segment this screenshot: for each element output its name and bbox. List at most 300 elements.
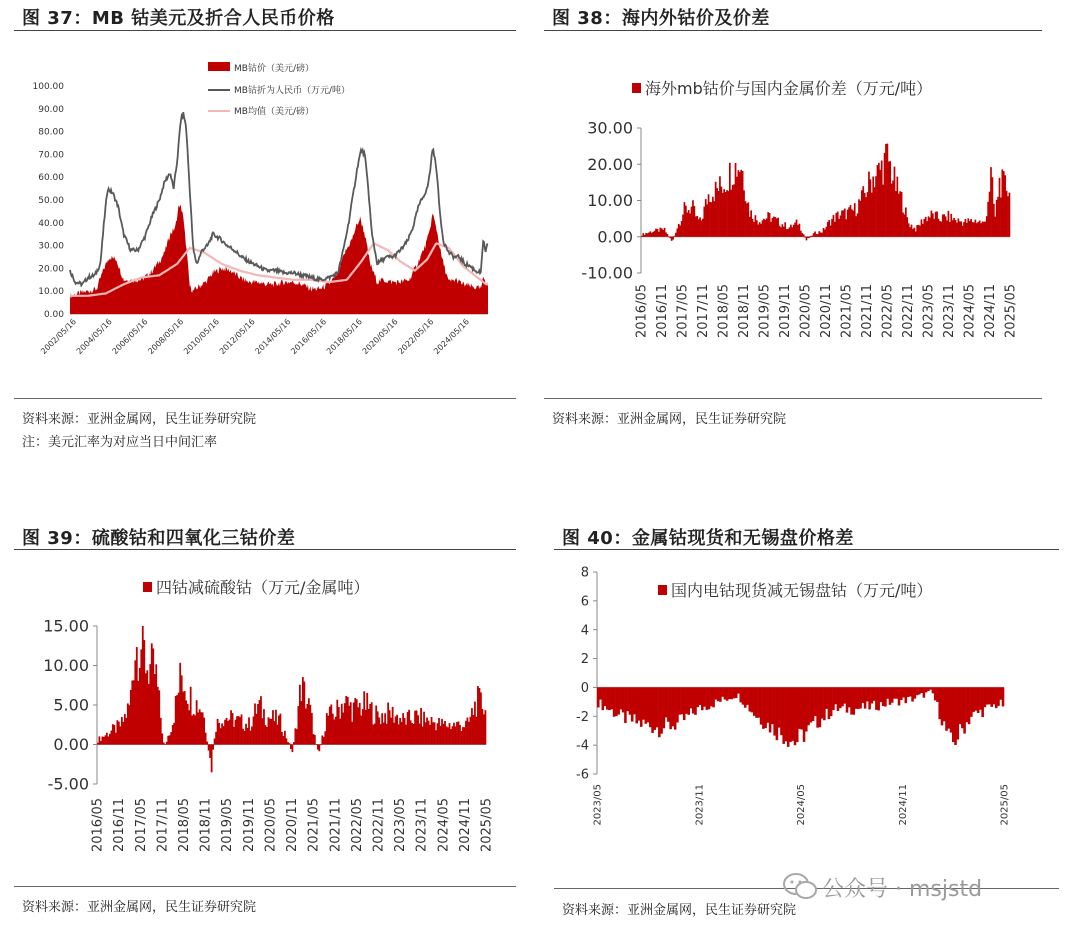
c4-bar	[907, 687, 910, 697]
c3-xtick-label: 2022/11	[371, 798, 387, 853]
panel2-title-rule	[544, 30, 1042, 31]
c4-bar	[615, 687, 618, 716]
c4-bar	[640, 687, 643, 726]
c4-bar	[696, 687, 699, 707]
c4-bar	[649, 687, 652, 727]
c4-bar	[654, 687, 657, 730]
c4-bar	[914, 687, 917, 698]
panel2-source-rule	[544, 398, 1042, 399]
chart1-xtick-label: 2012/05/16	[217, 317, 257, 357]
c4-bar	[721, 687, 724, 696]
chart1-ytick-label: 50.00	[38, 196, 64, 206]
c4-bar	[674, 687, 677, 729]
c4-bar	[699, 687, 702, 705]
c4-bar	[862, 687, 865, 703]
c2-xtick-label: 2022/11	[901, 284, 917, 339]
c4-bar	[936, 687, 939, 701]
c4-bar	[782, 687, 785, 743]
c4-ytick-label: -4	[576, 738, 589, 754]
c4-bar	[624, 687, 627, 723]
c4-bar	[954, 687, 957, 745]
c4-bar	[730, 687, 733, 699]
c4-bar	[701, 687, 704, 710]
c4-ytick-label: 2	[580, 652, 589, 668]
c4-bar	[990, 687, 993, 706]
c4-bar	[812, 687, 815, 721]
c2-ytick-label: 20.00	[587, 154, 633, 174]
panel3-source-rule	[14, 886, 516, 887]
c4-bar	[724, 687, 727, 699]
c4-bar	[715, 687, 718, 699]
chart1-xtick-label: 2018/05/16	[324, 317, 364, 357]
c4-bar	[882, 687, 885, 706]
c4-bar	[893, 687, 896, 698]
panel1-source-rule	[14, 398, 516, 399]
c2-xtick-label: 2024/05	[962, 284, 978, 339]
c2-xtick-label: 2021/05	[839, 284, 855, 339]
panel3-title-rule	[14, 549, 516, 550]
c4-bar	[997, 687, 1000, 705]
panel1-title: 图 37：MB 钴美元及折合人民币价格	[22, 8, 335, 29]
c2-ytick-label: -10.00	[581, 263, 633, 283]
chart1-ytick-label: 30.00	[38, 241, 64, 252]
c2-xtick-label: 2020/11	[819, 284, 835, 339]
c2-xtick-label: 2018/05	[716, 284, 732, 339]
c4-bar	[769, 687, 772, 732]
chart1-ytick-label: 80.00	[38, 127, 64, 138]
c3-xtick-label: 2025/05	[479, 798, 495, 853]
c4-bar	[644, 687, 647, 723]
chart3	[14, 552, 534, 872]
c3-bar	[206, 742, 208, 745]
c3-xtick-label: 2018/11	[198, 798, 214, 853]
c2-xtick-label: 2016/11	[655, 284, 671, 339]
c3-xtick-label: 2021/05	[306, 798, 322, 853]
c3-bar	[485, 710, 487, 744]
panel4-title-rule	[554, 549, 1059, 550]
c2-xtick-label: 2018/11	[737, 284, 753, 339]
c2-bar	[808, 237, 810, 238]
c2-xtick-label: 2025/05	[1003, 284, 1019, 339]
c3-ytick-label: 0.00	[53, 735, 89, 755]
c4-bar	[798, 687, 801, 728]
c4-bar	[941, 687, 944, 725]
c4-bar	[796, 687, 799, 742]
c4-bar	[771, 687, 774, 724]
c4-bar	[859, 687, 862, 708]
chart1-xtick-label: 2014/05/16	[253, 317, 293, 357]
c4-bar	[934, 687, 937, 700]
c4-bar	[984, 687, 987, 707]
c3-xtick-label: 2023/05	[393, 798, 409, 853]
c4-bar	[760, 687, 763, 724]
c4-bar	[608, 687, 611, 710]
c3-bar	[318, 745, 320, 752]
c4-bar	[853, 687, 856, 714]
c4-bar	[717, 687, 720, 701]
c3-xtick-label: 2019/05	[220, 798, 236, 853]
c3-bar	[212, 745, 214, 750]
c4-bar	[821, 687, 824, 718]
c4-bar	[753, 687, 756, 715]
chart4-bars	[597, 687, 1004, 746]
panel1-title-rule	[14, 30, 516, 31]
chart1-ytick-label: 90.00	[38, 104, 64, 115]
c2-xtick-label: 2017/05	[675, 284, 691, 339]
c4-bar	[758, 687, 761, 717]
c4-bar	[690, 687, 693, 708]
c2-bar	[672, 237, 674, 240]
chart1-xtick-label: 2010/05/16	[182, 317, 221, 357]
c3-xtick-label: 2024/05	[436, 798, 452, 853]
c4-bar	[767, 687, 770, 722]
c4-bar	[986, 687, 989, 704]
c4-bar	[988, 687, 991, 704]
c4-bar	[961, 687, 964, 728]
c4-bar	[841, 687, 844, 706]
c4-bar	[900, 687, 903, 700]
chart1-ytick-label: 10.00	[38, 287, 64, 298]
c4-bar	[631, 687, 634, 721]
c4-bar	[739, 687, 742, 702]
c4-bar	[703, 687, 706, 706]
c4-ytick-label: 6	[580, 594, 589, 610]
c4-xtick-label: 2024/05	[796, 784, 807, 826]
c2-xtick-label: 2019/11	[778, 284, 794, 339]
c4-bar	[972, 687, 975, 711]
panel3-source: 资料来源：亚洲金属网，民生证券研究院	[22, 900, 257, 915]
c4-bar	[916, 687, 919, 695]
c3-bar	[292, 745, 294, 753]
c4-bar	[837, 687, 840, 711]
c4-bar	[599, 687, 602, 699]
c2-ytick-label: 0.00	[597, 227, 633, 247]
panel4-title: 图 40：金属钴现货和无锡盘价格差	[562, 528, 854, 549]
c4-bar	[708, 687, 711, 709]
c4-bar	[647, 687, 650, 722]
c4-bar	[755, 687, 758, 717]
c4-bar	[834, 687, 837, 704]
c4-bar	[966, 687, 969, 722]
chart2-bars	[641, 144, 1010, 241]
c4-bar	[850, 687, 853, 714]
c4-bar	[672, 687, 675, 726]
c4-bar	[945, 687, 948, 730]
c4-bar	[762, 687, 765, 728]
c4-ytick-label: 0	[580, 680, 589, 696]
chart2-legend-label: 海外mb钴价与国内金属价差（万元/吨）	[645, 79, 933, 98]
c4-bar	[868, 687, 871, 709]
c4-bar	[694, 687, 697, 714]
chart4	[554, 552, 1074, 872]
c4-bar	[685, 687, 688, 713]
c4-bar	[667, 687, 670, 721]
chart1-ytick-label: 70.00	[38, 150, 64, 161]
legend-label-mb-rmb: MB钴折为人民币（万元/吨）	[234, 86, 350, 96]
c2-xtick-label: 2024/11	[983, 284, 999, 339]
c4-bar	[814, 687, 817, 716]
c4-bar	[825, 687, 828, 708]
c4-bar	[658, 687, 661, 737]
c4-xtick-label: 2023/11	[694, 784, 706, 826]
chart1-xtick-label: 2024/05/16	[432, 317, 472, 357]
chart1-xtick-label: 2020/05/16	[360, 317, 400, 357]
c4-bar	[660, 687, 663, 733]
c4-bar	[810, 687, 813, 722]
c3-xtick-label: 2020/11	[285, 798, 301, 853]
chart1-xtick-label: 2006/05/16	[110, 317, 150, 357]
c4-bar	[606, 687, 609, 709]
c4-bar	[626, 687, 629, 711]
c4-xtick-label: 2025/05	[999, 784, 1011, 826]
c4-bar	[735, 687, 738, 698]
chart1-xtick-label: 2004/05/16	[74, 317, 114, 357]
panel4-source: 资料来源：亚洲金属网，民生证券研究院	[562, 903, 797, 918]
c4-bar	[977, 687, 980, 713]
c3-bar	[163, 742, 165, 744]
c2-ytick-label: 10.00	[587, 191, 633, 211]
c4-bar	[843, 687, 846, 703]
c3-bar	[289, 743, 291, 744]
chart2-legend-swatch	[632, 83, 641, 93]
c3-xtick-label: 2017/05	[133, 798, 149, 853]
c4-bar	[801, 687, 804, 729]
c4-bar	[706, 687, 709, 709]
chart1-xtick-label: 2016/05/16	[289, 317, 329, 357]
c4-bar	[923, 687, 926, 697]
c2-bar	[803, 234, 805, 236]
c4-bar	[963, 687, 966, 733]
c4-bar	[1002, 687, 1005, 706]
c4-bar	[979, 687, 982, 709]
c3-bar	[314, 735, 316, 745]
c4-bar	[710, 687, 713, 706]
c4-bar	[764, 687, 767, 728]
c4-bar	[629, 687, 632, 714]
chart4-legend-swatch	[658, 585, 667, 595]
c3-xtick-label: 2020/05	[263, 798, 279, 853]
c4-bar	[993, 687, 996, 704]
c4-bar	[785, 687, 788, 741]
c4-bar	[905, 687, 908, 703]
c4-bar	[950, 687, 953, 732]
c4-bar	[848, 687, 851, 707]
c4-bar	[751, 687, 754, 712]
c3-xtick-label: 2016/05	[90, 798, 106, 853]
c2-xtick-label: 2020/05	[798, 284, 814, 339]
c4-ytick-label: 8	[580, 565, 589, 581]
c4-bar	[857, 687, 860, 709]
c4-bar	[889, 687, 892, 704]
c4-bar	[895, 687, 898, 698]
c4-xtick-label: 2024/11	[897, 784, 909, 826]
c2-xtick-label: 2022/05	[880, 284, 896, 339]
c3-bar	[164, 745, 166, 746]
c3-bar	[320, 745, 322, 746]
c4-bar	[929, 687, 932, 689]
c4-bar	[780, 687, 783, 735]
c4-bar	[692, 687, 695, 713]
c4-bar	[665, 687, 668, 717]
c4-bar	[830, 687, 833, 716]
c4-bar	[880, 687, 883, 702]
chart3-legend-label: 四钴减硫酸钴（万元/金属吨）	[156, 578, 370, 597]
c2-xtick-label: 2023/11	[942, 284, 958, 339]
c4-bar	[805, 687, 808, 731]
c4-bar	[839, 687, 842, 708]
chart3-bars	[97, 626, 486, 772]
c4-bar	[981, 687, 984, 717]
c3-xtick-label: 2017/11	[155, 798, 171, 853]
c4-bar	[776, 687, 779, 740]
chart1-xtick-label: 2008/05/16	[146, 317, 186, 357]
c4-bar	[742, 687, 745, 704]
c4-bar	[602, 687, 605, 710]
c4-ytick-label: 4	[580, 623, 589, 639]
c4-bar	[719, 687, 722, 701]
panel1-note: 注：美元汇率为对应当日中间汇率	[22, 435, 218, 450]
c2-ytick-label: 30.00	[587, 118, 633, 138]
c3-xtick-label: 2023/11	[414, 798, 430, 853]
c4-bar	[920, 687, 923, 693]
c4-bar	[884, 687, 887, 706]
watermark-text: 公众号 · msjstd	[822, 877, 983, 902]
c4-bar	[909, 687, 912, 696]
c4-bar	[617, 687, 620, 714]
c4-bar	[728, 687, 731, 699]
c4-bar	[855, 687, 858, 708]
c4-bar	[744, 687, 747, 707]
c4-bar	[746, 687, 749, 704]
c4-bar	[932, 687, 935, 693]
c4-bar	[669, 687, 672, 729]
c4-ytick-label: -2	[576, 709, 589, 725]
c4-bar	[733, 687, 736, 698]
c3-xtick-label: 2018/05	[176, 798, 192, 853]
c3-xtick-label: 2016/11	[112, 798, 128, 853]
c4-bar	[828, 687, 831, 719]
c4-bar	[927, 687, 930, 691]
chart2	[544, 34, 1064, 404]
chart1-ytick-label: 100.00	[32, 82, 64, 92]
panel1-source: 资料来源：亚洲金属网，民生证券研究院	[22, 412, 257, 427]
c4-bar	[999, 687, 1002, 699]
chart1-ytick-label: 0.00	[43, 310, 64, 320]
c4-bar	[816, 687, 819, 727]
c4-bar	[611, 687, 614, 709]
c2-bar	[1009, 193, 1011, 237]
c4-bar	[938, 687, 941, 719]
c4-bar	[726, 687, 729, 700]
legend-label-mb-usd: MB钴价（美元/磅）	[234, 64, 314, 74]
c4-bar	[789, 687, 792, 742]
c4-bar	[620, 687, 623, 709]
c4-bar	[866, 687, 869, 701]
c4-bar	[943, 687, 946, 721]
c2-xtick-label: 2023/05	[921, 284, 937, 339]
c4-bar	[597, 687, 600, 707]
c4-bar	[898, 687, 901, 705]
panel2-title: 图 38：海内外钴价及价差	[552, 8, 770, 29]
chart1-legend	[208, 62, 350, 117]
c4-bar	[891, 687, 894, 702]
c4-bar	[970, 687, 973, 716]
c3-xtick-label: 2024/11	[457, 798, 473, 853]
c4-bar	[737, 687, 740, 693]
c4-bar	[925, 687, 928, 692]
c4-bar	[877, 687, 880, 710]
c4-bar	[975, 687, 978, 710]
panel3-title: 图 39：硫酸钴和四氧化三钴价差	[22, 528, 296, 549]
c4-bar	[651, 687, 654, 733]
c4-bar	[642, 687, 645, 719]
c4-bar	[846, 687, 849, 712]
c4-bar	[968, 687, 971, 724]
c4-bar	[633, 687, 636, 714]
c4-ytick-label: -6	[576, 767, 589, 783]
c2-xtick-label: 2019/05	[757, 284, 773, 339]
c4-xtick-label: 2023/05	[592, 784, 604, 826]
c3-ytick-label: -5.00	[47, 774, 89, 794]
c4-bar	[791, 687, 794, 740]
wechat-icon	[782, 871, 818, 901]
c4-bar	[823, 687, 826, 720]
c4-bar	[947, 687, 950, 728]
c4-bar	[959, 687, 962, 724]
c4-bar	[635, 687, 638, 723]
c4-bar	[875, 687, 878, 709]
c4-bar	[871, 687, 874, 703]
chart1-xtick-label: 2002/05/16	[39, 317, 79, 357]
c4-bar	[773, 687, 776, 735]
c4-bar	[807, 687, 810, 725]
c2-bar	[667, 234, 669, 237]
c3-bar	[315, 744, 317, 745]
c4-bar	[663, 687, 666, 728]
c4-bar	[778, 687, 781, 727]
c2-xtick-label: 2021/11	[860, 284, 876, 339]
c4-bar	[819, 687, 822, 727]
c4-bar	[911, 687, 914, 701]
c4-bar	[864, 687, 867, 708]
c4-bar	[832, 687, 835, 710]
c4-bar	[748, 687, 751, 711]
chart1-series-mb-usd-area	[70, 205, 488, 314]
c4-bar	[873, 687, 876, 700]
panel2-source: 资料来源：亚洲金属网，民生证券研究院	[552, 412, 787, 427]
c4-bar	[622, 687, 625, 712]
c4-bar	[803, 687, 806, 741]
c3-ytick-label: 15.00	[43, 616, 89, 636]
c4-bar	[687, 687, 690, 714]
c4-bar	[683, 687, 686, 720]
c3-xtick-label: 2021/11	[328, 798, 344, 853]
c4-bar	[676, 687, 679, 722]
c4-bar	[787, 687, 790, 746]
c4-bar	[613, 687, 616, 716]
c3-ytick-label: 5.00	[53, 695, 89, 715]
c3-ytick-label: 10.00	[43, 656, 89, 676]
c4-bar	[952, 687, 955, 742]
chart4-legend-label: 国内电钴现货减无锡盘钴（万元/吨）	[671, 581, 933, 600]
chart3-legend-swatch	[143, 582, 152, 592]
c4-bar	[638, 687, 641, 720]
legend-swatch-mb-usd	[208, 62, 230, 71]
c4-bar	[794, 687, 797, 745]
c3-xtick-label: 2019/11	[241, 798, 257, 853]
chart1-ytick-label: 60.00	[38, 173, 64, 184]
chart1-xtick-label: 2022/05/16	[396, 317, 436, 357]
